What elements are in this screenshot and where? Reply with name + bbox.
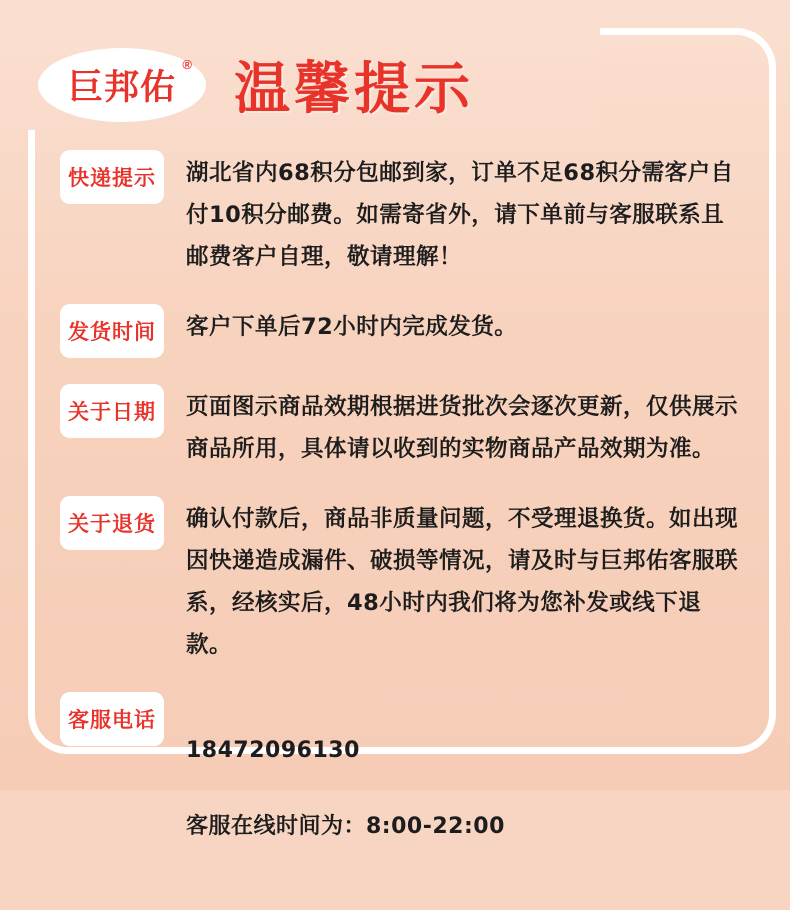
poster-header [38,42,474,128]
brand-logo [38,48,206,122]
notice-list [60,150,742,910]
notice-text-returns: 确认付款后，商品非质量问题，不受理退换货。如出现因快递造成漏件、破损等情况，请及时与巨邦佑客服联系，经核实后，48小时内我们将为您补发或线下退款。 [186,506,739,658]
page-title: 温馨提示 [234,57,474,122]
notice-tag-expiry-date: 关于日期 [60,384,164,438]
notice-tag-shipping-info: 快递提示 [60,150,164,204]
list-item [60,496,742,666]
notice-tag-customer-service: 客服电话 [60,692,164,746]
customer-service-block [186,692,742,884]
brand-logo-text: 巨邦佑 [67,68,176,108]
notice-text-dispatch-time: 客户下单后72小时内完成发货。 [186,314,518,340]
notice-text-expiry-date: 页面图示商品效期根据进货批次会逐次更新，仅供展示商品所用，具体请以收到的实物商品产品效期为准。 [186,394,739,462]
notice-tag-returns: 关于退货 [60,496,164,550]
list-item [60,304,742,358]
notice-text-shipping-info: 湖北省内68积分包邮到家，订单不足68积分需客户自付10积分邮费。如需寄省外，请下单前与客服联系且邮费客户自理，敬请理解！ [186,160,734,270]
customer-service-hours: 客服在线时间为：8:00-22:00 [186,814,505,839]
notice-tag-dispatch-time: 发货时间 [60,304,164,358]
customer-service-phone[interactable]: 18472096130 [186,738,360,763]
registered-trademark-icon: ® [182,57,192,72]
list-item [60,384,742,470]
list-item [60,692,742,884]
list-item [60,150,742,278]
